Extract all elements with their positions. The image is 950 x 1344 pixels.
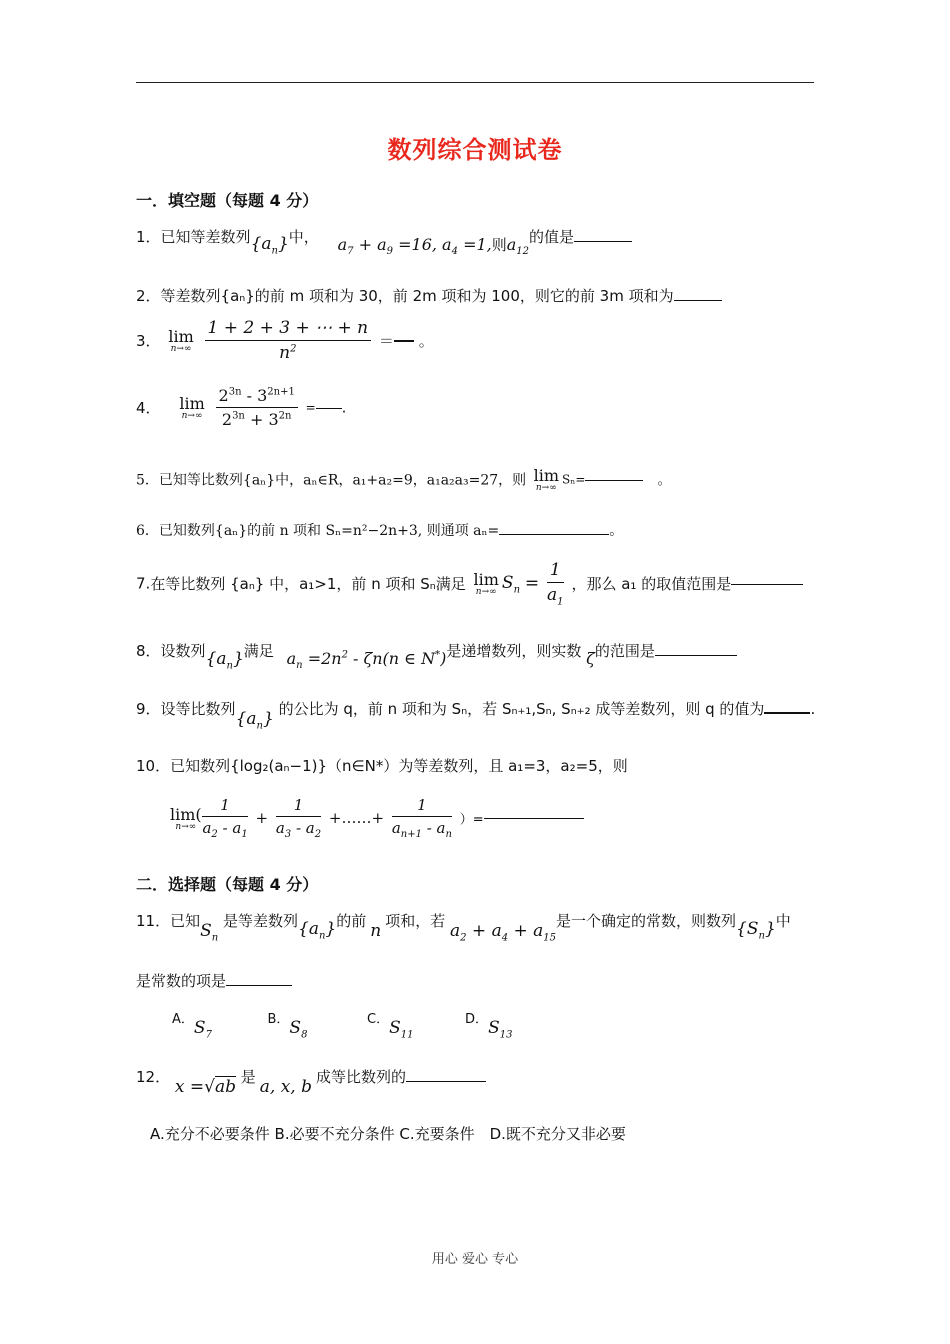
option-a: A．: [172, 1012, 194, 1027]
question-8: 8．设数列$\{a_n\}$满足 $a_n =2n^2 - \zeta n(n$ ∈ N*)是递增数列，则实数 ζ的范围是: [136, 640, 737, 663]
question-11: 11．已知$S_n$ 是等差数列$\{a_n\}$的前 n 项和，若 $a_2 + a_4 + a_{15}$是一个确定的常数，则数列$\{S_n\}$中: [136, 912, 791, 944]
page-footer: 用心 爱心 专心: [431, 1252, 519, 1267]
question-2: 2．等差数列{aₙ}的前 m 项和为 30，前 2m 项和为 100，则它的前 3m 项和为: [136, 285, 722, 306]
option-b: B．: [267, 1012, 290, 1027]
question-12-options: A.充分不必要条件 B.必要不充分条件 C.充要条件 D.既不充分又非必要: [150, 1125, 626, 1143]
section-choice-heading: 二．选择题（每题 4 分）: [136, 875, 319, 894]
option-c: C．: [367, 1012, 390, 1027]
header-rule: [136, 82, 814, 83]
page-title: 数列综合测试卷: [387, 136, 563, 164]
section-fill-in-heading: 一．填空题（每题 4 分）: [136, 191, 319, 210]
question-4: 4． lim n→∞ $\frac{2^{3n} - 3^{2n+1}}{2^{3n} + 3^{2n}}$ = .: [136, 386, 347, 429]
question-6: 6．已知数列{aₙ}的前 n 项和 Sₙ=n²−2n+3, 则通项 aₙ= 。: [136, 523, 624, 539]
question-7: 7.在等比数列 {aₙ} 中，a₁>1，前 n 项和 Sₙ满足 lim n→∞ $S_n$ = $\frac{1}{a_1}$ ，那么 a₁ 的取值范围是: [136, 560, 803, 607]
option-d: D．: [465, 1012, 489, 1027]
question-5: 5．已知等比数列{aₙ}中，aₙ∈R，a₁+a₂=9，a₁a₂a₃=27，则 lim n→∞ Sₙ= 。: [136, 466, 672, 493]
question-10-formula: lim( n→∞ $\frac{1}{a_2 - a_1}$ + $\frac{1}{a_3 - a_2}$ +……+ $\frac{1}{a_{n+1} - a_n}$ ）=: [170, 796, 584, 840]
question-11-line2: 是常数的项是: [136, 970, 292, 991]
question-12: 12． x =√ab 是 a, x, b 成等比数列的: [136, 1066, 486, 1087]
question-1: 1．已知等差数列$\{a_n\}$中， $a_7 + a_9 =16$, $a_4 =1$,则$a_{12}$的值是: [136, 226, 632, 249]
question-11-options: A．$S_7$ B．$S_8$ C．$S_{11}$ D．$S_{13}$: [172, 1012, 513, 1041]
question-3: 3． lim n→∞ $\frac{1 + 2 + 3 + \cdots + n}{n^2}$ ＝ 。: [136, 318, 434, 363]
question-10: 10．已知数列{log₂(aₙ−1)}（n∈N*）为等差数列，且 a₁=3，a₂=5，则: [136, 757, 628, 775]
question-9: 9．设等比数列$\{a_n\}$ 的公比为 q，前 n 项和为 Sₙ，若 Sₙ₊₁,Sₙ, Sₙ₊₂ 成等差数列，则 q 的值为 .: [136, 700, 816, 732]
